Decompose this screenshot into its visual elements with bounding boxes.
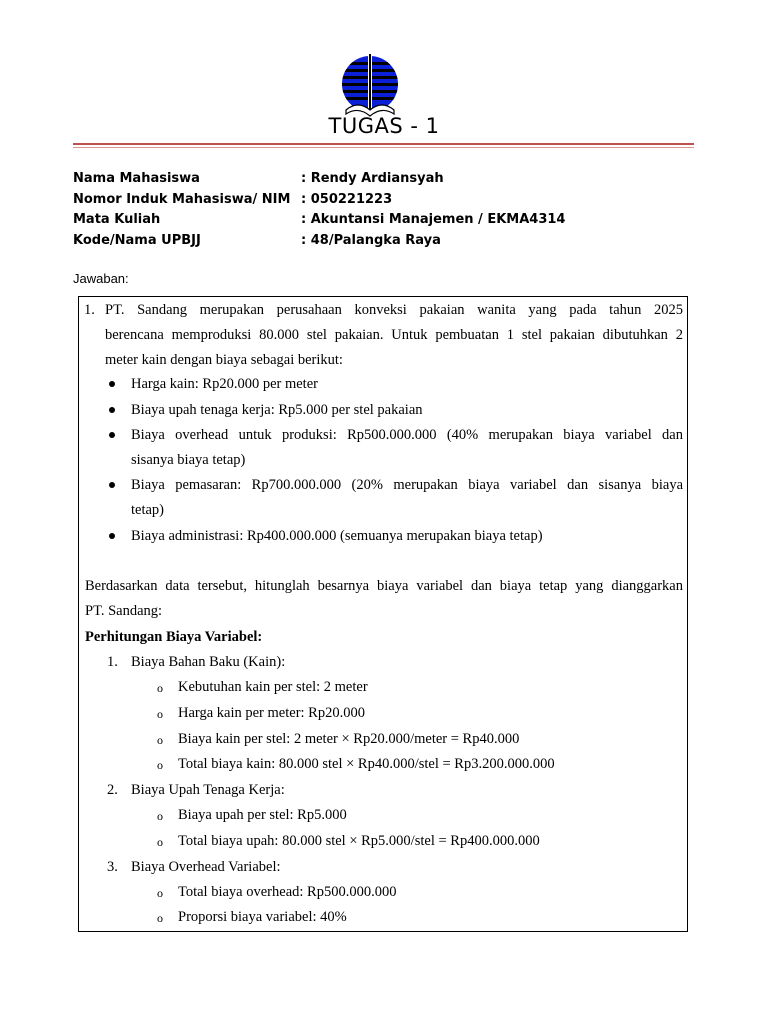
sub-bullet-marker: o [157,835,163,849]
info-value: : 050221223 [301,191,393,207]
bullet-dot [109,381,115,387]
university-logo [340,52,400,122]
sub-bullet-marker: o [157,758,163,772]
sub-item: Biaya kain per stel: 2 meter × Rp20.000/meter = Rp40.000 [178,731,520,747]
bullet-dot [109,482,115,488]
section-number: 1. [107,654,118,670]
bullet-item-continued: tetap) [131,502,165,518]
question-line: berencana memproduksi 80.000 stel pakaian. Untuk pembuatan 1 stel pakaian dibutuhkan 2 [105,327,683,343]
question-line: meter kain dengan biaya sebagai berikut: [105,352,343,368]
sub-bullet-marker: o [157,681,163,695]
info-value: : Rendy Ardiansyah [301,171,444,186]
sub-item: Total biaya upah: 80.000 stel × Rp5.000/stel = Rp400.000.000 [178,833,540,849]
answer-box [78,296,688,932]
sub-item: Proporsi biaya variabel: 40% [178,909,347,925]
title-divider-thin [73,147,694,148]
sub-bullet-marker: o [157,707,163,721]
section-number: 2. [107,782,118,798]
info-label: Nama Mahasiswa [73,171,200,186]
section-number: 3. [107,859,118,875]
bullet-item-continued: sisanya biaya tetap) [131,452,246,468]
bullet-item: Harga kain: Rp20.000 per meter [131,376,318,392]
section-title: Biaya Upah Tenaga Kerja: [131,782,285,798]
sub-bullet-marker: o [157,733,163,747]
bullet-item: Biaya overhead untuk produksi: Rp500.000.000 (40% merupakan biaya variabel dan [131,427,683,443]
question-line: PT. Sandang merupakan perusahaan konveksi pakaian wanita yang pada tahun 2025 [105,302,683,318]
student-info [73,169,565,251]
bullet-item: Biaya upah tenaga kerja: Rp5.000 per stel pakaian [131,402,423,418]
info-row-upbjj [73,231,565,252]
info-label: Kode/Nama UPBJJ [73,232,201,248]
question-prompt: Berdasarkan data tersebut, hitunglah besarnya biaya variabel dan biaya tetap yang dianggarkan [85,578,683,594]
bullet-dot [109,533,115,539]
answer-label: Jawaban: [73,271,129,286]
question-prompt: PT. Sandang: [85,603,163,619]
info-row-course [73,210,565,231]
info-label: Mata Kuliah [73,212,161,227]
sub-bullet-marker: o [157,911,163,925]
title-divider [73,143,694,145]
info-value: : 48/Palangka Raya [301,232,441,248]
sub-bullet-marker: o [157,886,163,900]
bullet-dot [109,432,115,438]
info-label: Nomor Induk Mahasiswa/ NIM [73,191,291,207]
page-title: TUGAS - 1 [328,114,440,138]
section-title: Biaya Overhead Variabel: [131,859,281,875]
info-value: : Akuntansi Manajemen / EKMA4314 [301,212,566,227]
sub-item: Biaya upah per stel: Rp5.000 [178,807,347,823]
sub-item: Total biaya overhead: Rp500.000.000 [178,884,397,900]
bullet-item: Biaya administrasi: Rp400.000.000 (semuanya merupakan biaya tetap) [131,528,543,544]
sub-item: Harga kain per meter: Rp20.000 [178,705,365,721]
question-number: 1. [84,302,95,318]
sub-bullet-marker: o [157,809,163,823]
solution-heading: Perhitungan Biaya Variabel: [85,629,263,645]
sub-item: Kebutuhan kain per stel: 2 meter [178,679,368,695]
sub-item: Total biaya kain: 80.000 stel × Rp40.000/stel = Rp3.200.000.000 [178,756,555,772]
bullet-dot [109,407,115,413]
section-title: Biaya Bahan Baku (Kain): [131,654,286,670]
info-row-name [73,169,565,190]
info-row-nim [73,190,565,211]
bullet-item: Biaya pemasaran: Rp700.000.000 (20% merupakan biaya variabel dan sisanya biaya [131,477,683,493]
